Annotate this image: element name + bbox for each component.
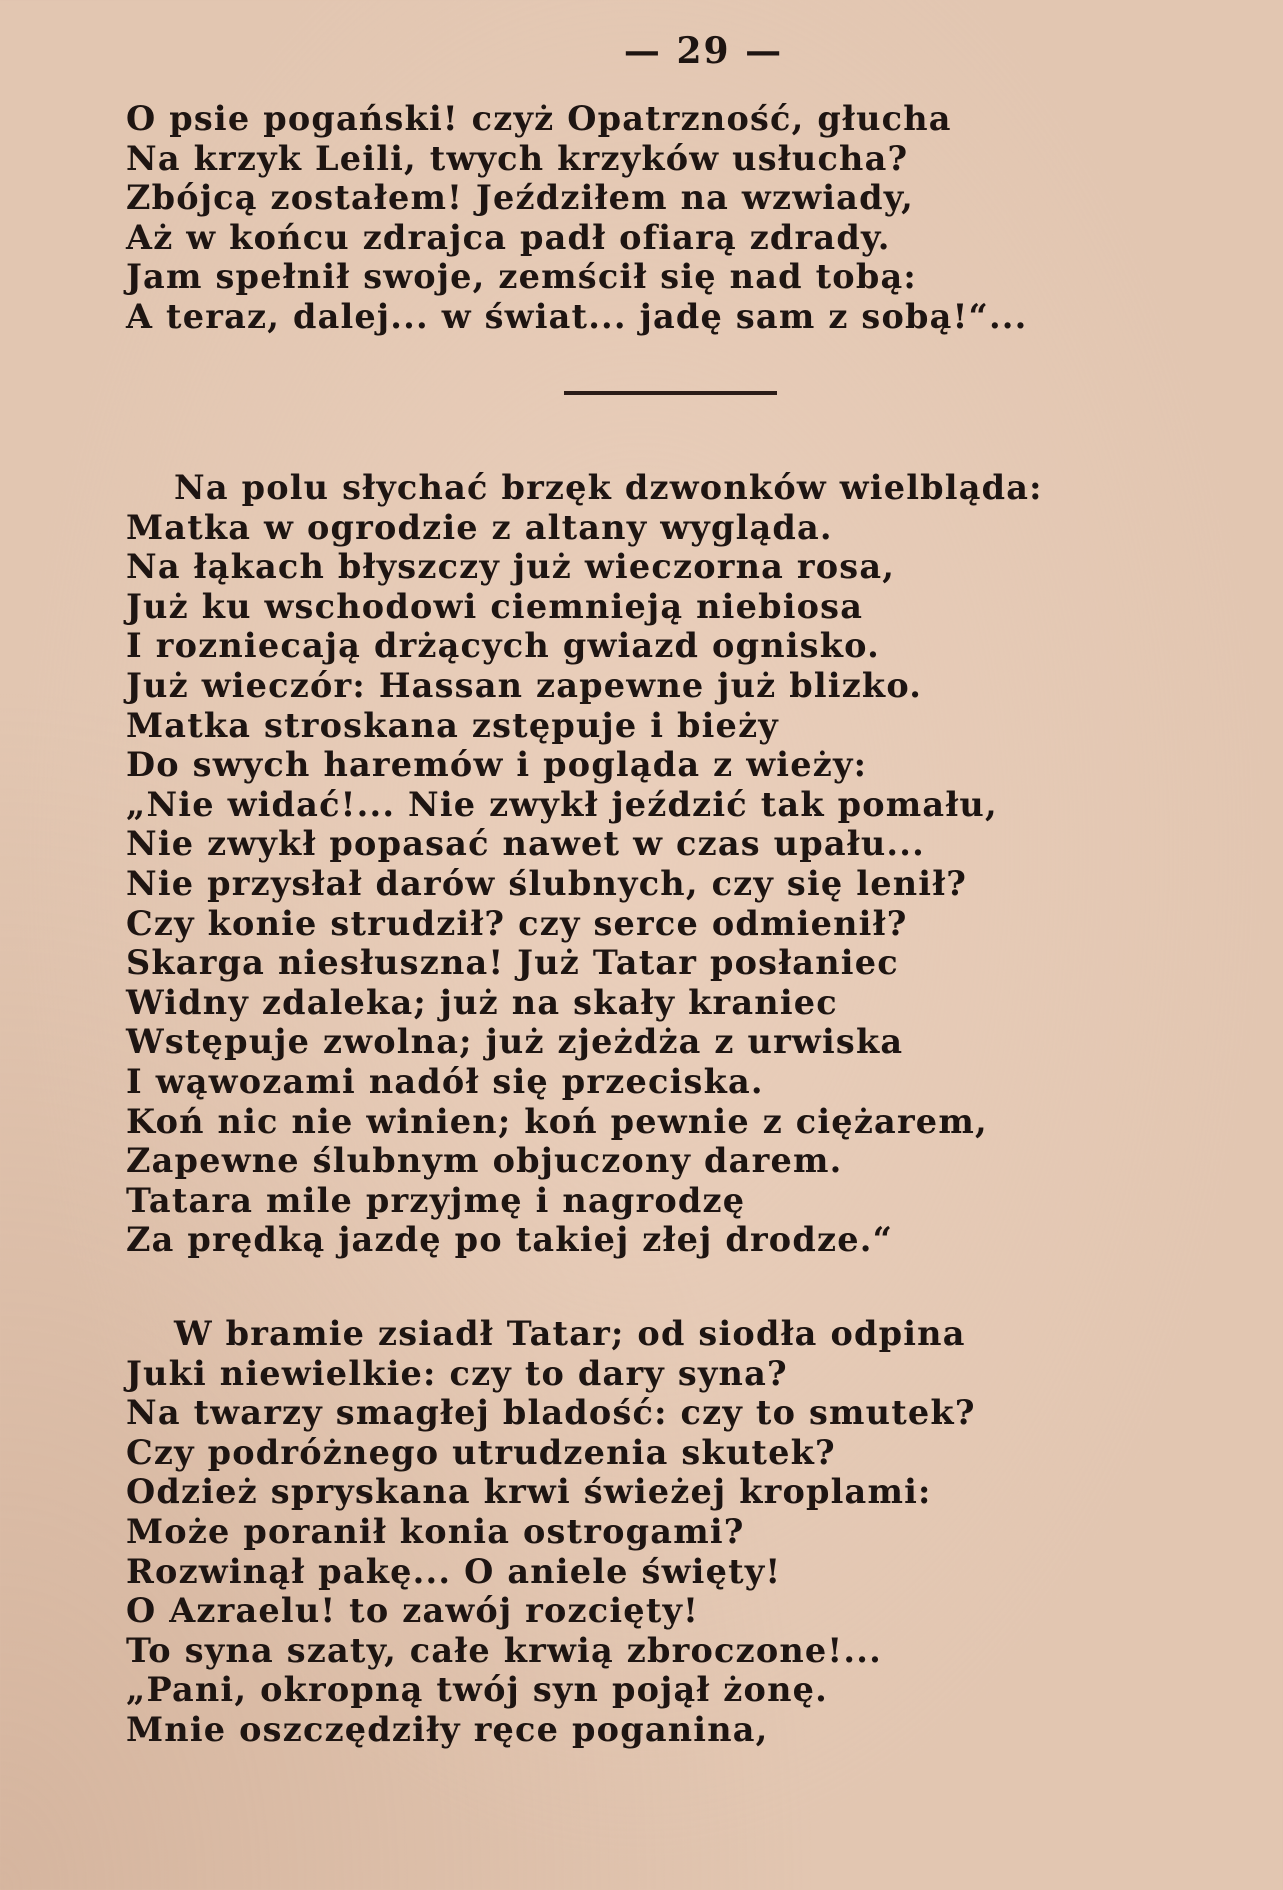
verse-line: Mnie oszczędziły ręce poganina, [126,1709,769,1749]
verse-line: Na twarzy smagłej bladość: czy to smutek? [126,1393,976,1433]
stanza-2 [126,468,1126,1260]
verse-line: O Azraelu! to zawój rozcięty! [126,1591,700,1631]
verse-line: I rozniecają drżących gwiazd ognisko. [126,626,880,666]
verse-line: O psie pogański! czyż Opatrzność, głucha [126,99,952,138]
verse-line: Odzież spryskana krwi świeżej kroplami: [126,1472,932,1512]
verse-line: Tatara mile przyjmę i nagrodzę [126,1180,746,1220]
verse-line: Skarga niesłuszna! Już Tatar posłaniec [126,943,899,983]
verse-line: To syna szaty, całe krwią zbroczone!... [126,1630,882,1670]
verse-line: Wstępuje zwolna; już zjeżdża z urwiska [126,1022,904,1062]
stanza-1 [126,99,1126,337]
verse-line: Rozwinął pakę... O aniele święty! [126,1551,782,1591]
verse-line: Aż w końcu zdrajca padł ofiarą zdrady. [126,217,891,257]
verse-line: Czy konie strudził? czy serce odmienił? [126,903,908,943]
section-divider [564,391,777,395]
stanza-3 [126,1314,1126,1750]
verse-line: Juki niewielkie: czy to dary syna? [126,1353,788,1393]
verse-line: Już wieczór: Hassan zapewne już blizko. [126,665,923,705]
verse-line: Zapewne ślubnym objuczony darem. [126,1141,843,1181]
verse-line: Do swych haremów i pogląda z wieży: [126,745,868,785]
verse-line: Matka stroskana zstępuje i bieży [126,705,779,745]
verse-line: Czy podróżnego utrudzenia skutek? [126,1432,836,1472]
verse-line: A teraz, dalej... w świat... jadę sam z sobą!“... [126,296,1028,336]
verse-line: W bramie zsiadł Tatar; od siodła odpina [174,1314,966,1353]
verse-line: Koń nic nie winien; koń pewnie z ciężarem, [126,1101,988,1141]
verse-line: „Nie widać!... Nie zwykł jeździć tak pomału, [126,784,998,824]
verse-line: Na łąkach błyszczy już wieczorna rosa, [126,547,896,587]
verse-line: Matka w ogrodzie z altany wygląda. [126,507,833,547]
verse-line: Widny zdaleka; już na skały kraniec [126,982,838,1022]
verse-line: Już ku wschodowi ciemnieją niebiosa [126,586,864,626]
verse-line: I wąwozami nadół się przeciska. [126,1061,764,1101]
verse-line: Nie przysłał darów ślubnych, czy się lenił? [126,863,968,903]
verse-line: Nie zwykł popasać nawet w czas upału... [126,824,925,864]
verse-line: Na polu słychać brzęk dzwonków wielbląda: [174,468,1043,507]
verse-line: Zbójcą zostałem! Jeździłem na wzwiady, [126,178,915,218]
verse-line: Na krzyk Leili, twych krzyków usłucha? [126,138,909,178]
verse-line: Jam spełnił swoje, zemścił się nad tobą: [126,257,917,297]
page-number: — 29 — [623,30,784,72]
verse-line: „Pani, okropną twój syn pojął żonę. [126,1670,829,1710]
verse-line: Za prędką jazdę po takiej złej drodze.“ [126,1220,894,1260]
verse-line: Może poranił konia ostrogami? [126,1511,745,1551]
